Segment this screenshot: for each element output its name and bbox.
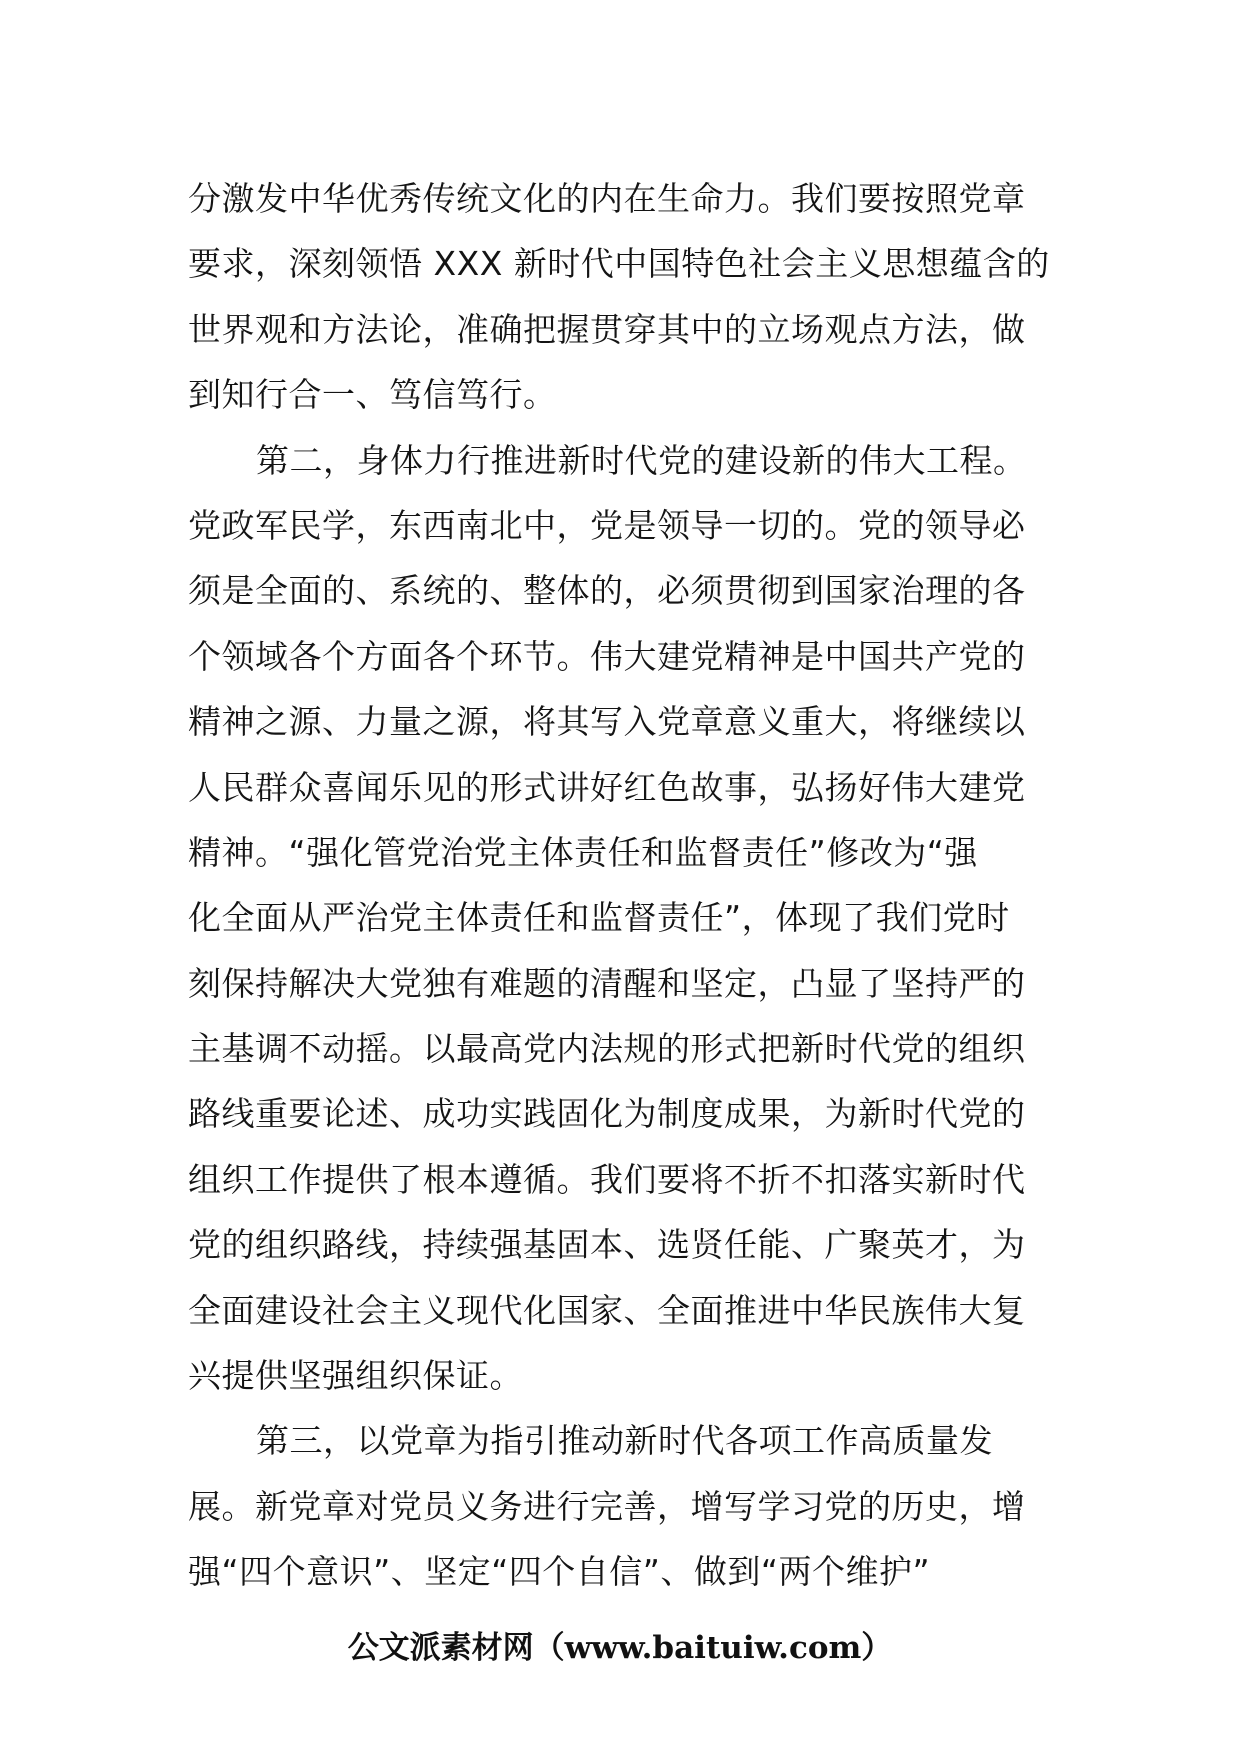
text-line: 兴提供坚强组织保证。 <box>188 1356 523 1396</box>
text-line: 路线重要论述、成功实践固化为制度成果，为新时代党的 <box>188 1094 1026 1134</box>
text-line: 主基调不动摇。以最高党内法规的形式把新时代党的组织 <box>188 1029 1026 1069</box>
text-line: 强“四个意识”、坚定“四个自信”、做到“两个维护” <box>188 1552 931 1592</box>
text-line: 须是全面的、系统的、整体的，必须贯彻到国家治理的各 <box>188 571 1026 611</box>
text-line: 党政军民学，东西南北中，党是领导一切的。党的领导必 <box>188 505 1026 545</box>
text-line: 要求，深刻领悟 XXX 新时代中国特色社会主义思想蕴含的 <box>188 244 1050 284</box>
text-line: 全面建设社会主义现代化国家、全面推进中华民族伟大复 <box>188 1290 1026 1330</box>
page-footer: 公文派素材网（www.baituiw.com） <box>347 1630 893 1666</box>
text-line: 个领域各个方面各个环节。伟大建党精神是中国共产党的 <box>188 636 1026 676</box>
text-line: 化全面从严治党主体责任和监督责任”，体现了我们党时 <box>188 898 1010 938</box>
text-line: 世界观和方法论，准确把握贯穿其中的立场观点方法，做 <box>188 309 1026 349</box>
text-line: 展。新党章对党员义务进行完善，增写学习党的历史，增 <box>188 1486 1026 1526</box>
text-line: 人民群众喜闻乐见的形式讲好红色故事，弘扬好伟大建党 <box>188 767 1026 807</box>
paragraph-first-line: 第二，身体力行推进新时代党的建设新的伟大工程。 <box>256 440 1027 480</box>
text-line: 党的组织路线，持续强基固本、选贤任能、广聚英才，为 <box>188 1225 1026 1265</box>
document-body <box>188 166 1063 1605</box>
text-line: 刻保持解决大党独有难题的清醒和坚定，凸显了坚持严的 <box>188 963 1026 1003</box>
paragraph-first-line: 第三，以党章为指引推动新时代各项工作高质量发 <box>256 1421 993 1461</box>
text-line: 精神之源、力量之源，将其写入党章意义重大，将继续以 <box>188 702 1026 742</box>
text-line: 分激发中华优秀传统文化的内在生命力。我们要按照党章 <box>188 179 1026 218</box>
text-line: 组织工作提供了根本遵循。我们要将不折不扣落实新时代 <box>188 1159 1026 1199</box>
text-line: 到知行合一、笃信笃行。 <box>188 375 557 415</box>
text-line: 精神。“强化管党治党主体责任和监督责任”修改为“强 <box>188 832 978 872</box>
